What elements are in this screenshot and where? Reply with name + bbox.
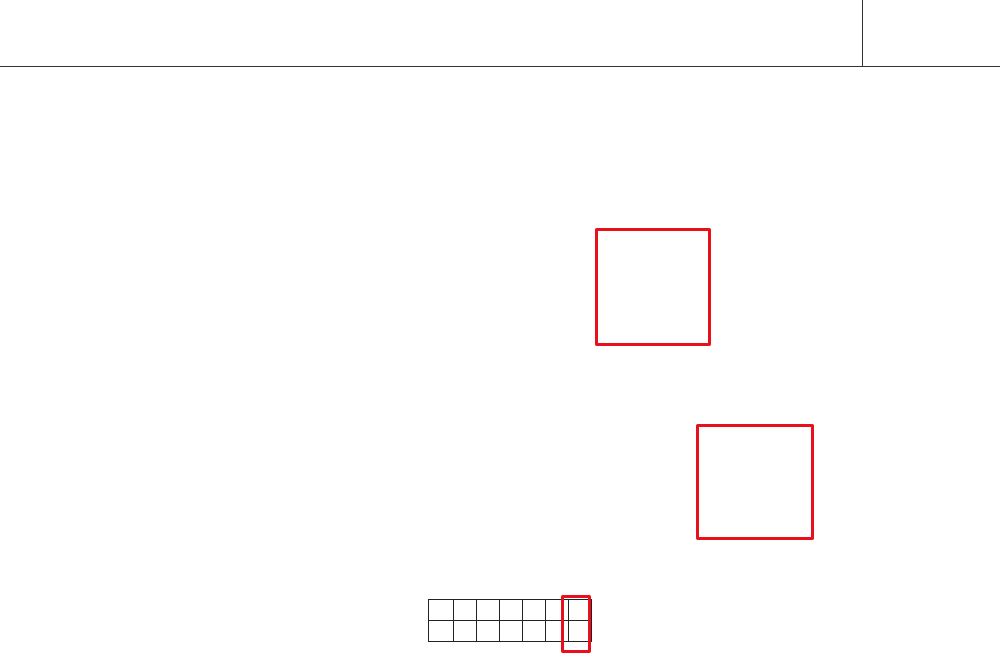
ratio-n-3 [500,600,523,621]
ratio-n-label [429,600,454,621]
ratio-v-4 [523,621,546,642]
ratio-v-2 [477,621,500,642]
ratio-v-1 [454,621,477,642]
selected-ratio-highlight [561,595,591,653]
ratio-v-label [429,621,454,642]
ratio-n-2 [477,600,500,621]
ratio-v-3 [500,621,523,642]
ratio-n-1 [454,600,477,621]
selected-section-highlight [696,424,814,540]
selected-scheme-highlight [595,228,711,346]
ratio-n-4 [523,600,546,621]
